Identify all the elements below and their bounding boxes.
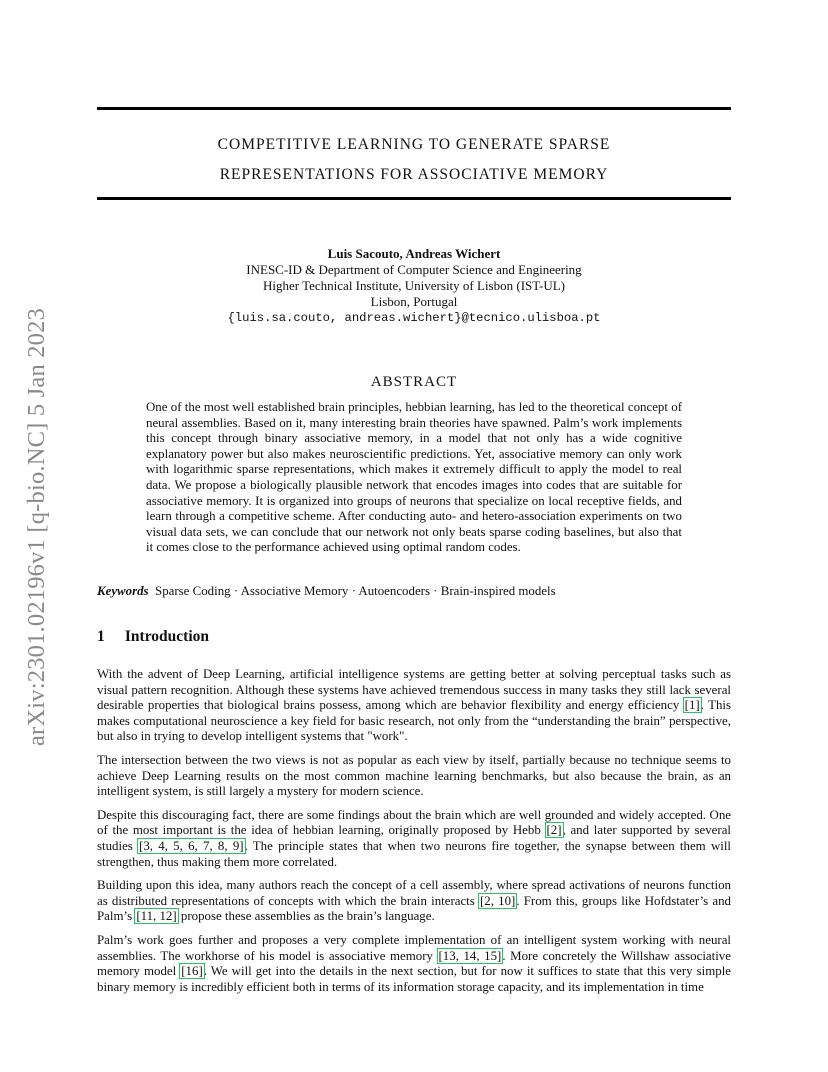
- paragraph-5-text-a: Palm’s work goes further and proposes a very complete implementation of an intelligent system working with neural assemblies. The workhorse of his model is associative memory: [97, 932, 731, 963]
- abstract-text: One of the most well established brain principles, hebbian learning, has led to the theoretical concept of neural assemblies. Based on it, many interesting brain theories have spawned. Palm’s work implements this concept through binary associative memory, in a model that not only has a wide cognitive explanatory power but also makes neuroscientific predictions. Yet, associative memory can only work with logarithmic sparse representations, which makes it extremely difficult to apply the model to real data. We propose a biologically plausible network that encodes images into codes that are suitable for associative memory. It is organized into groups of neurons that specialize on local receptive fields, and learn through a competitive scheme. After conducting auto- and hetero-association experiments on two visual data sets, we can conclude that our network not only beats sparse coding baselines, but also that it comes close to the performance achieved using optimal random codes.: [146, 400, 682, 555]
- paper-title: [97, 130, 731, 190]
- title-rule-top: [97, 107, 731, 110]
- citation-link[interactable]: [1]: [684, 698, 700, 713]
- keywords-line: [97, 584, 556, 599]
- author-block: [97, 246, 731, 326]
- citation-link[interactable]: [3, 4, 5, 6, 7, 8, 9]: [139, 838, 244, 853]
- citation-link[interactable]: [16]: [181, 964, 203, 979]
- citation-link[interactable]: [11, 12]: [136, 909, 177, 924]
- keywords-text: Sparse Coding · Associative Memory · Autoencoders · Brain-inspired models: [155, 584, 556, 598]
- paragraph-2-text-a: The intersection between the two views is not as popular as each view by itself, partially because no technique seems to achieve Deep Learning results on the most common machine learning benchmarks, but also because the brain, as an intelligent system, is still largely a mystery for modern science.: [97, 752, 731, 799]
- paragraph-3: [97, 808, 731, 870]
- author-names: Luis Sacouto, Andreas Wichert: [327, 246, 501, 261]
- paragraph-3-text-a: Despite this discouraging fact, there are some findings about the brain which are well grounded and widely accepted. One of the most important is the idea of hebbian learning, originally proposed by Hebb: [97, 807, 731, 838]
- affiliation-line-1: INESC-ID & Department of Computer Science and Engineering: [246, 262, 582, 277]
- title-line-2: REPRESENTATIONS FOR ASSOCIATIVE MEMORY: [219, 166, 609, 183]
- citation-link[interactable]: [2]: [546, 823, 562, 838]
- citation-link[interactable]: [13, 14, 15]: [438, 948, 502, 963]
- paragraph-1-text-a: With the advent of Deep Learning, artificial intelligence systems are getting better at solving perceptual tasks such as visual pattern recognition. Although these systems have achieved tremendous success in many tasks they still lack several desirable properties that biological brains possess, among which are behavior flexibility and energy efficiency: [97, 667, 731, 713]
- paragraph-4-text-c: propose these assemblies as the brain’s language.: [177, 909, 435, 924]
- author-email: {luis.sa.couto, andreas.wichert}@tecnico.ulisboa.pt: [227, 311, 601, 325]
- paragraph-4-text-b: . From this, groups like Hofdstater’s and Palm’s: [97, 893, 731, 924]
- keywords-label: Keywords: [97, 584, 149, 598]
- title-rule-bottom: [97, 197, 731, 200]
- title-line-1: COMPETITIVE LEARNING TO GENERATE SPARSE: [217, 136, 611, 153]
- arxiv-side-identifier: [14, 282, 60, 772]
- paragraph-3-text-b: , and later supported by several studies: [97, 823, 731, 853]
- affiliation-line-2: Higher Technical Institute, University of Lisbon (IST-UL): [262, 278, 565, 293]
- paragraph-4-text-a: Building upon this idea, many authors reach the concept of a cell assembly, where spread activations of neurons function as distributed representations of concepts with which the brain interacts: [97, 878, 731, 908]
- paragraph-3-text-c: . The principle states that when two neurons fire together, the synapse between them will strengthen, thus making them more correlated.: [97, 838, 732, 869]
- section-title: Introduction: [124, 628, 209, 645]
- paragraph-5-text-c: . We will get into the details in the next section, but for now it suffices to state that this very simple binary memory is incredibly efficient both in terms of its information storage capacity, and its implementation in time: [97, 964, 731, 994]
- paragraph-5-text-b: . More concretely the Willshaw associative memory model: [97, 948, 731, 979]
- paragraph-4: [97, 878, 731, 925]
- paragraph-1-text-b: . This makes computational neuroscience a key field for basic research, not only from the “understanding the brain” perspective, but also in trying to develop intelligent systems that "work".: [97, 698, 731, 744]
- paragraph-5: [97, 933, 731, 995]
- paragraph-1: [97, 667, 731, 745]
- paragraph-2: [97, 753, 731, 800]
- section-number: 1: [97, 628, 105, 645]
- abstract-heading: ABSTRACT: [370, 374, 458, 390]
- author-location: Lisbon, Portugal: [370, 294, 458, 309]
- arxiv-identifier-text: arXiv:2301.02196v1 [q-bio.NC] 5 Jan 2023: [23, 307, 50, 747]
- introduction-body: [97, 667, 731, 1003]
- citation-link[interactable]: [2, 10]: [479, 893, 516, 908]
- section-heading-introduction: [97, 628, 209, 646]
